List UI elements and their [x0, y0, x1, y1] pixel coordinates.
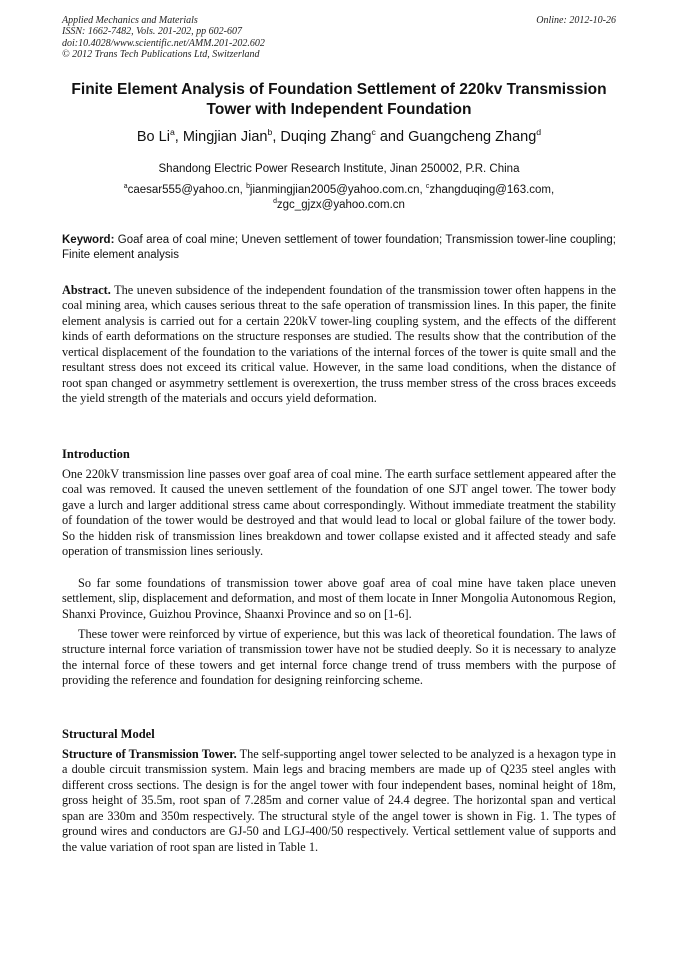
email-sup: c: [425, 183, 430, 191]
author-name: Guangcheng Zhang: [408, 129, 537, 145]
doi-line: doi:10.4028/www.scientific.net/AMM.201-202.602: [62, 37, 265, 49]
author-sup: c: [371, 127, 376, 138]
copyright-line: © 2012 Trans Tech Publications Ltd, Switzerland: [62, 48, 260, 60]
author-sup: a: [169, 127, 175, 138]
affiliation: Shandong Electric Power Research Institute, Jinan 250002, P.R. China: [158, 163, 520, 175]
structural-model-paragraph: [62, 747, 616, 855]
email-address: jianmingjian2005@yahoo.com.cn,: [249, 184, 426, 196]
section-heading-structural-model: Structural Model: [62, 727, 155, 741]
intro-paragraph-2: So far some foundations of transmission tower above goaf area of coal mine have taken place uneven settlement, slip, displacement and deformation, and most of them locate in Inner Mongolia Autonomous Region, Shanxi Province, Guizhou Province, Shaanxi Province and so on [1-6].: [62, 576, 616, 621]
email-list: [62, 183, 616, 213]
abstract-text: The uneven subsidence of the independent foundation of the transmission tower often happens in the coal mining area, which causes serious threat to the safe operation of transmission lines. In this paper, the finite element analysis is carried out for a certain 220kV tower-ling coupling system, and the effects of the different kinds of earth deformations on the structure responses are studied. The results show that the contribution of the vertical displacement of the foundation to the variations of the internal forces of the tower is quite small and the resultant stress does not exceed its critical value. However, in the same load conditions, when the distance of root span changed or asymmetry settlement is overexertion, the truss member stress of the cross braces exceeds the yield strength of the materials and occurs yield deformation.: [62, 283, 616, 406]
keyword-label: Keyword:: [62, 234, 115, 246]
author-sep: and: [375, 129, 409, 145]
author-name: Duqing Zhang: [280, 129, 372, 145]
author-list: [62, 127, 616, 147]
structure-text: The self-supporting angel tower selected to be analyzed is a hexagon type in a double circuit transmission system. Main legs and bracing members are made up of Q235 steel angles with different cross sections. The design is for the angel tower with four independent bases, nominal height of 18m, gross height of 35.5m, root span of 7.285m and corner value of 24.4 degree. The horizontal span and vertical span are 330m and 350m respectively. The structural style of the angel tower is shown in Fig. 1. The types of ground wires and conductors are GJ-50 and LGJ-400/50 respectively. Vertical settlement value of supports and the value variation of root span are listed in Table 1.: [62, 747, 616, 854]
email-address: caesar555@yahoo.cn,: [127, 184, 247, 196]
abstract-label: Abstract.: [62, 283, 111, 297]
issn-line: ISSN: 1662-7482, Vols. 201-202, pp 602-607: [62, 26, 242, 38]
email-sup: b: [246, 183, 250, 191]
journal-header: [62, 15, 616, 60]
abstract: [62, 283, 616, 407]
journal-name: Applied Mechanics and Materials: [62, 15, 198, 26]
intro-paragraph-1: One 220kV transmission line passes over goaf area of coal mine. The earth surface settlement appeared after the coal was removed. It caused the uneven settlement of the foundation of one SJT angel tower. The tower body gave a lurch and larger additional stress came about correspondingly. Without immediate treatment the stability of foundation of the tower would be destroyed and that would lead to local or global failure of the tower body. So the hidden risk of transmission lines breakdown and tower collapse existed and it affected steady and safe operation of transmission lines seriously.: [62, 467, 616, 559]
email-sup: a: [123, 183, 128, 191]
intro-paragraph-3: These tower were reinforced by virtue of experience, but this was lack of theoretical foundation. The laws of structure internal force variation of transmission tower have not be studied deeply. So it is necessary to analyze the internal force of these towers and get internal force change trend of truss members with the purpose of providing the reference and foundation for designing reinforcing scheme.: [62, 627, 616, 688]
online-date: Online: 2012-10-26: [536, 15, 616, 26]
author-name: Mingjian Jian: [182, 129, 268, 145]
section-heading-introduction: Introduction: [62, 447, 130, 461]
keywords: [62, 233, 616, 264]
author-sup: d: [536, 127, 542, 138]
author-sup: b: [267, 127, 273, 138]
structure-lead: Structure of Transmission Tower.: [62, 747, 237, 761]
author-name: Bo Li: [136, 129, 170, 145]
email-address: zgc_gjzx@yahoo.com.cn: [276, 199, 405, 211]
keyword-text: Goaf area of coal mine; Uneven settlement of tower foundation; Transmission tower-line coupling; Finite element analysis: [62, 234, 616, 262]
author-sep: ,: [272, 129, 281, 145]
paper-title: Finite Element Analysis of Foundation Settlement of 220kv Transmission Tower with Independent Foundation: [71, 81, 607, 118]
email-sup: d: [273, 198, 277, 206]
author-sep: ,: [174, 129, 183, 145]
email-address: zhangduqing@163.com,: [429, 184, 555, 196]
